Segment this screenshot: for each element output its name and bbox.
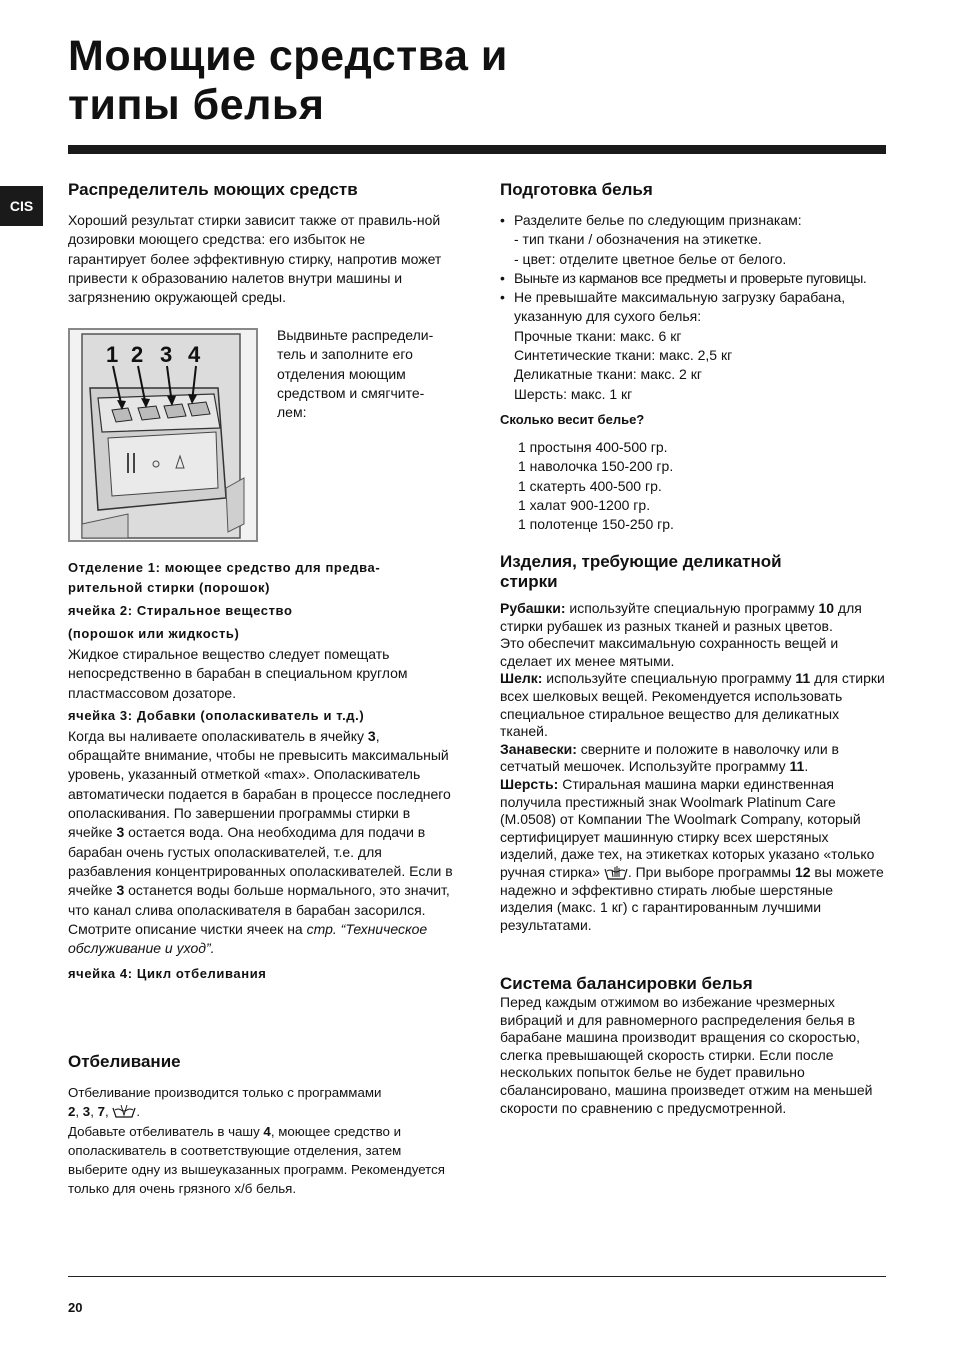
dispenser-intro: Хороший результат стирки зависит также от правиль-ной дозировки моющего средства: его избыток не гарантирует более эффективную стирку, напротив может привести к образованию налетов внутри машины и загрязнению окружающей среды. (68, 212, 442, 306)
delicate-text: Рубашки: используйте специальную программу 10 для стирки рубашек из разных тканей и разных цветов. Это обеспечит максимальную сохранность вещей и сделает их менее мятыми. Шелк: используйте специальную программу 11 для стирки всех шелковых вещей. Рекомендуется использовать специальное стиральное вещество для деликатных тканей. Занавески: сверните и положите в наволочку или в сетчатый мешочек. Используйте программу 11. Шерсть: Стиральная машина марки единственная получила престижный знак Woolmark Platinum Care (M.0508) от Компании The Woolmark Company, который сертифицирует машинную стирку всех шерстяных изделий, даже тех, на этикетках которых указано «только ручная стирка» . При выборе программы 12 вы можете надежно и эффективно стирать любые шерстяные изделия (макс. 1 кг) с гарантированным лучшими результатами. (500, 600, 885, 933)
bleach-heading: Отбеливание (68, 1052, 181, 1071)
footer-rule (68, 1276, 886, 1277)
compartment-2-label-a: ячейка 2: Стиральное вещество (68, 603, 293, 618)
compartments-block (68, 555, 454, 985)
prep-item-sort: • Разделите белье по следующим признакам: - тип ткани / обозначения на этикетке. - цвет: отделите цветное белье от белого. (500, 211, 886, 269)
bleach-program-icon (112, 1104, 136, 1118)
dispenser-illustration (68, 328, 258, 542)
illus-number-1: 1 (106, 342, 119, 367)
prep-list (500, 211, 886, 404)
page-title: Моющие средства и типы белья (68, 32, 508, 129)
compartment-2-label-b: (порошок или жидкость) (68, 626, 240, 641)
prep-heading: Подготовка белья (500, 180, 653, 199)
illus-number-2: 2 (131, 342, 144, 367)
compartment-2-text: Жидкое стиральное вещество следует помещать непосредственно в барабан в специальном круглом пластмассовом дозаторе. (68, 646, 408, 701)
balance-text: Перед каждым отжимом во избежание чрезмерных вибраций и для равномерного распределения белья в барабане машина производит вращения со скоростью, слегка превышающей скорость стирки. Если после нескольких попыток белье не будет правильно сбалансировано, машина произведет отжим на меньшей скорости по сравнению с предусмотренной. (500, 994, 873, 1116)
compartment-3-text: Когда вы наливаете ополаскиватель в ячейку 3, обращайте внимание, чтобы не превысить максимальный уровень, указанный отметкой «max». Ополаскиватель автоматически подается в барабан в процессе последнего ополаскивания. По завершении программы стирки в ячейке 3 остается вода. Она необходима для подачи в барабан очень густых ополаскивателей, т.е. для разбавления концентрированных ополаскивателей. Если в ячейке 3 останется воды больше нормального, это значит, что канал слива ополаскивателя в барабан засорился. Смотрите описание чистки ячеек на стр. “Техническое обслуживание и уход”. (68, 727, 453, 957)
illus-number-3: 3 (160, 342, 173, 367)
weight-heading: Сколько весит белье? (500, 412, 645, 427)
title-rule (68, 145, 886, 154)
prep-item-pockets: • Выньте из карманов все предметы и проверьте пуговицы. (500, 269, 886, 288)
delicate-heading: Изделия, требующие деликатной стирки (500, 552, 782, 591)
page-number: 20 (68, 1300, 83, 1315)
compartment-1-label: Отделение 1: моющее средство для предва-рительной стирки (порошок) (68, 560, 381, 595)
compartment-3-label: ячейка 3: Добавки (ополаскиватель и т.д.) (68, 707, 365, 723)
weight-list: 1 простыня 400-500 гр. 1 наволочка 150-200 гр. 1 скатерть 400-500 гр. 1 халат 900-1200 гр. 1 полотенце 150-250 гр. (518, 439, 674, 533)
language-tab: CIS (0, 186, 43, 226)
prep-item-load: • Не превышайте максимальную загрузку барабана, указанную для сухого белья: Прочные ткани: макс. 6 кг Синтетические ткани: макс. 2,5 кг Деликатные ткани: макс. 2 кг Шерсть: макс. 1 кг (500, 288, 886, 404)
hand-wash-icon (604, 864, 628, 880)
dispenser-heading: Распределитель моющих средств (68, 180, 358, 199)
bleach-text: Отбеливание производится только с программами 2, 3, 7, . Добавьте отбеливатель в чашу 4, моющее средство и ополаскиватель в соответствующие отделения, затем выберите одну из вышеуказанных программ. Рекомендуется только для очень грязного х/б белья. (68, 1085, 445, 1197)
balance-heading: Система балансировки белья (500, 974, 753, 993)
illus-number-4: 4 (188, 342, 201, 367)
compartment-4-label: ячейка 4: Цикл отбеливания (68, 966, 267, 982)
dispenser-caption: Выдвиньте распредели-тель и заполните его отделения моющим средством и смягчите-лем: (277, 327, 434, 421)
